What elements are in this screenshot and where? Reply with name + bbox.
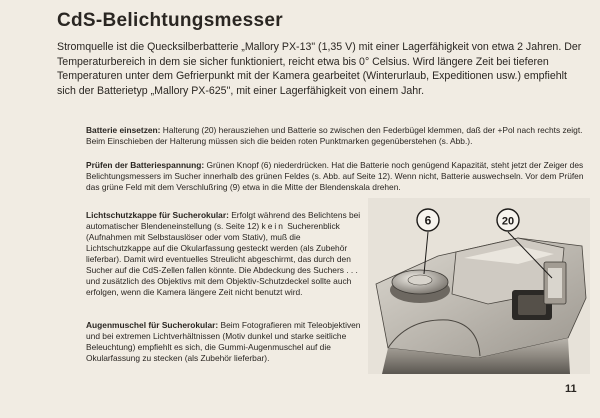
section-text: Halterung (20) herausziehen und Batterie so zwischen den Federbügel klemmen, daß der +Pol nach rechts zeigt. Beim Einschieben der Halterung müssen sich die beiden roten Punktmarken gegenüberstehen (s. Abb.). (86, 125, 583, 146)
intro-paragraph: Stromquelle ist die Quecksilberbatterie „Mallory PX-13" (1,35 V) mit einer Lagerfähigkeit von etwa 2 Jahren. Der Temperaturbereich in dem sie sicher funktioniert, reicht etwa bis 0° Celsius. Wird längere Zeit bei tieferen Temperaturen unter dem Gefrierpunkt mit der Kamera gearbeitet (Winterurlaub, Expeditionen usw.) empfiehlt sich der Batterietyp „Mallory PX-625", mit einer Lagerfähigkeit von einem Jahr. (57, 41, 582, 97)
callout-label-6: 6 (424, 213, 432, 228)
section-battery-insert (86, 125, 586, 147)
section-heading: Lichtschutzkappe für Sucherokular: (86, 210, 229, 220)
camera-photo (368, 198, 590, 374)
section-heading: Augenmuschel für Sucherokular: (86, 320, 219, 330)
page-title: CdS-Belichtungsmesser (57, 10, 283, 31)
section-text: Beim Fotografieren mit Teleobjektiven und bei extremen Lichtverhältnissen (Motiv dunkel und starke seitliche Beleuchtung) empfiehlt es sich, die Gummi-Augenmuschel auf die Okularfassung zu stecken (als Zubehör lieferbar). (86, 320, 361, 363)
section-battery-check (86, 160, 586, 193)
section-heading: Prüfen der Batteriespannung: (86, 160, 205, 170)
section-text: Sucherenblick (Aufnahmen mit Selbstauslöser oder vom Stativ), muß die Lichtschutzkappe auf die Okularfassung gesteckt werden (als Zubehör lieferbar). Damit wird eventuelles Streulicht abgeschirmt, das durch den Sucher auf die CdS-Zellen fallen könnte. Die Abdeckung des Suchers . . . und zusätzlich des Objektivs mit dem Objektiv-Schutzdeckel sollte auch erfolgen, wenn die Kamera längere Zeit nicht benutzt wird. (86, 221, 358, 297)
callout-label-20: 20 (501, 215, 515, 228)
section-text-emphasis: kein (261, 221, 285, 231)
section-text: Erfolgt während des Belichtens bei automatischer Blendeneinstellung (s. Seite 12) (86, 210, 361, 231)
section-heading: Batterie einsetzen: (86, 125, 161, 135)
section-light-cap (86, 210, 362, 298)
section-eyecup (86, 320, 362, 364)
page-number: 11 (565, 383, 577, 395)
section-text: Grünen Knopf (6) niederdrücken. Hat die Batterie noch genügend Kapazität, steht jetzt der Zeiger des Belichtungsmessers im Sucher innerhalb des grünen Feldes (s. Abb. auf Seite 12). Wenn nicht, Batterie auswechseln. Vor dem Prüfen das grüne Feld mit dem Verschlußring (9) etwa in die Mitte der Blendenskala drehen. (86, 160, 584, 192)
